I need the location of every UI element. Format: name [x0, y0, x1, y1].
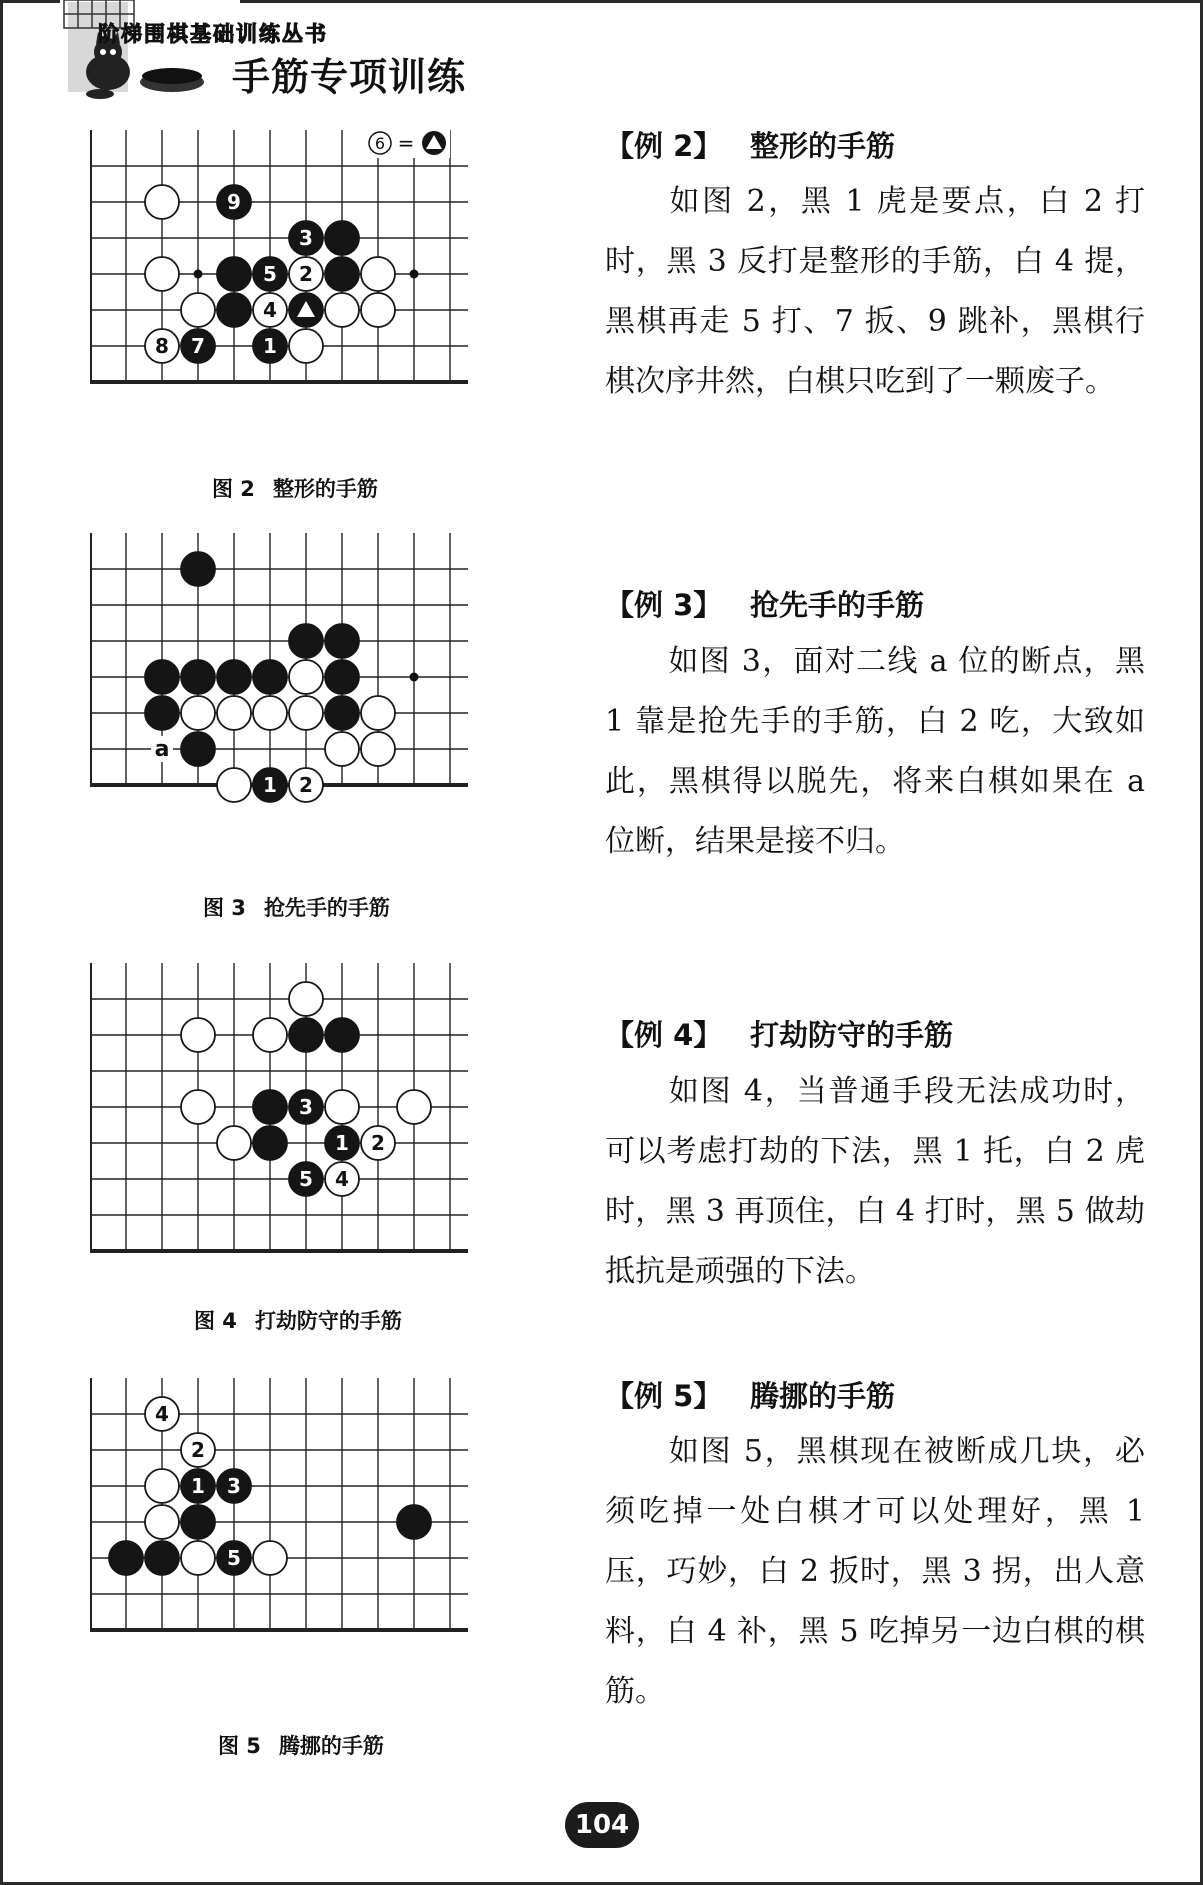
black-stone: [253, 1126, 287, 1160]
white-stone: [145, 329, 179, 363]
go-board-diagram-2: [90, 130, 560, 450]
black-stone: [181, 1505, 215, 1539]
body-text: 如图 5，黑棋现在被断成几块，必须吃掉一处白棋才可以处理好，黑 1 压，巧妙，白 2 扳时，黑 3 拐，出人意料，白 4 补，黑 5 吃掉另一边白棋的棋筋。: [605, 1434, 1145, 1709]
board-grid: [90, 533, 468, 785]
example-heading-3: [605, 583, 924, 624]
black-stone: [253, 257, 287, 291]
body-text: 如图 3，面对二线 a 位的断点，黑 1 靠是抢先手的手筋，白 2 吃，大致如此，黑棋得以脱先，将来白棋如果在 a 位断，结果是接不归。: [605, 644, 1145, 859]
black-stone: [325, 221, 359, 255]
example-tag: 【例 5】: [605, 1379, 723, 1413]
black-stone: [325, 624, 359, 658]
move-number: 2: [299, 262, 313, 286]
move-number: 4: [335, 1167, 349, 1191]
move-number: 7: [191, 334, 205, 358]
white-stone: [181, 1018, 215, 1052]
move-number: 2: [299, 773, 313, 797]
black-stone: [289, 1162, 323, 1196]
white-stone: [289, 660, 323, 694]
white-stone: [361, 696, 395, 730]
go-board-diagram-5: [90, 1378, 560, 1718]
black-stone: [325, 696, 359, 730]
header-logo: [60, 0, 240, 105]
example-body-2: [605, 172, 1145, 412]
diagram-4: [90, 963, 560, 1307]
black-stone: [181, 660, 215, 694]
move-number: 9: [227, 190, 241, 214]
go-bowl-icon: [140, 68, 204, 92]
black-stone: [253, 329, 287, 363]
white-stone: [217, 1126, 251, 1160]
diagram-5: [90, 1378, 560, 1722]
move-number: 8: [155, 334, 169, 358]
example-title: 打劫防守的手筋: [750, 1018, 954, 1052]
black-stone: [289, 293, 323, 327]
example-heading-2: [605, 124, 895, 165]
example-body-4: [605, 1062, 1145, 1302]
caption-number: 图 4: [194, 1309, 237, 1333]
caption-title: 腾挪的手筋: [278, 1734, 384, 1758]
example-heading-4: [605, 1013, 953, 1054]
star-point: [410, 673, 419, 682]
white-stone: [145, 1505, 179, 1539]
figure-caption-5: [218, 1730, 384, 1760]
black-stone: [289, 1090, 323, 1124]
white-stone: [361, 257, 395, 291]
note-equals: =: [397, 131, 415, 155]
black-stone: [253, 768, 287, 802]
white-stone: [325, 293, 359, 327]
black-stone: [397, 1505, 431, 1539]
example-heading-5: [605, 1374, 895, 1415]
black-stone: [145, 660, 179, 694]
white-stone: [181, 293, 215, 327]
black-stone: [217, 660, 251, 694]
caption-number: 图 2: [212, 477, 255, 501]
black-stone: [181, 1469, 215, 1503]
black-stone: [217, 257, 251, 291]
white-stone: [361, 732, 395, 766]
point-label: a: [154, 737, 170, 762]
black-stone: [325, 257, 359, 291]
book-title: 手筋专项训练: [232, 55, 467, 99]
white-stone: [361, 1126, 395, 1160]
move-number: 4: [263, 298, 277, 322]
caption-number: 图 5: [218, 1734, 261, 1758]
black-stone: [289, 624, 323, 658]
page-number: 104: [565, 1802, 639, 1848]
black-stone: [217, 185, 251, 219]
black-stone: [109, 1541, 143, 1575]
star-point: [410, 270, 419, 279]
black-stone: [217, 293, 251, 327]
example-title: 整形的手筋: [750, 129, 896, 163]
black-stone: [145, 696, 179, 730]
move-note: [369, 130, 450, 158]
go-board-diagram-3: [90, 533, 560, 863]
example-tag: 【例 2】: [605, 129, 723, 163]
black-stone: [217, 1469, 251, 1503]
white-stone: [361, 293, 395, 327]
white-stone: [181, 1090, 215, 1124]
white-stone: [253, 696, 287, 730]
white-stone: [325, 1162, 359, 1196]
move-number: 5: [299, 1167, 313, 1191]
header-illustration: [60, 0, 240, 105]
black-stone: [253, 660, 287, 694]
white-stone: [325, 1090, 359, 1124]
move-number: 3: [227, 1474, 241, 1498]
white-stone: [145, 1469, 179, 1503]
white-stone: [289, 329, 323, 363]
series-title: 阶梯围棋基础训练丛书: [98, 22, 328, 46]
example-body-5: [605, 1422, 1145, 1722]
white-stone: [289, 257, 323, 291]
white-stone: [217, 768, 251, 802]
black-stone: [253, 1090, 287, 1124]
example-body-3: [605, 632, 1145, 872]
white-stone: [217, 696, 251, 730]
caption-number: 图 3: [203, 896, 246, 920]
black-stone: [145, 1541, 179, 1575]
white-stone: [289, 696, 323, 730]
white-stone: [181, 1433, 215, 1467]
move-number: 1: [263, 773, 277, 797]
black-stone: [325, 1126, 359, 1160]
move-number: 3: [299, 1095, 313, 1119]
black-stone: [181, 329, 215, 363]
black-stone: [289, 1018, 323, 1052]
example-title: 腾挪的手筋: [750, 1379, 896, 1413]
white-stone: [181, 1541, 215, 1575]
diagram-2: [90, 130, 560, 454]
white-stone: [253, 1541, 287, 1575]
move-number: 3: [299, 226, 313, 250]
white-stone: [181, 696, 215, 730]
white-stone: [253, 293, 287, 327]
white-stone: [145, 257, 179, 291]
figure-caption-4: [194, 1305, 402, 1335]
white-stone: [145, 1397, 179, 1431]
body-text: 如图 4，当普通手段无法成功时，可以考虑打劫的下法，黑 1 托，白 2 虎时，黑 3 再顶住，白 4 打时，黑 5 做劫抵抗是顽强的下法。: [605, 1074, 1145, 1289]
black-stone: [181, 552, 215, 586]
white-stone: [325, 732, 359, 766]
caption-title: 整形的手筋: [272, 477, 378, 501]
white-stone: [145, 185, 179, 219]
white-stone: [397, 1090, 431, 1124]
move-number: 2: [371, 1131, 385, 1155]
example-tag: 【例 3】: [605, 588, 723, 622]
star-point: [194, 270, 203, 279]
black-stone: [217, 1541, 251, 1575]
caption-title: 抢先手的手筋: [263, 896, 390, 920]
diagram-3: [90, 533, 560, 867]
move-number: 1: [263, 334, 277, 358]
black-stone: [325, 1018, 359, 1052]
body-text: 如图 2，黑 1 虎是要点，白 2 打时，黑 3 反打是整形的手筋，白 4 提，黑棋再走 5 打、7 扳、9 跳补，黑棋行棋次序井然，白棋只吃到了一颗废子。: [605, 184, 1145, 399]
black-stone: [289, 221, 323, 255]
black-stone: [325, 660, 359, 694]
caption-title: 打劫防守的手筋: [254, 1309, 402, 1333]
example-tag: 【例 4】: [605, 1018, 723, 1052]
move-number: 1: [335, 1131, 349, 1155]
white-stone: [289, 982, 323, 1016]
example-title: 抢先手的手筋: [750, 588, 925, 622]
figure-caption-2: [212, 473, 378, 503]
move-number: 5: [263, 262, 277, 286]
note-move-number: 6: [374, 134, 386, 153]
move-number: 1: [191, 1474, 205, 1498]
go-board-diagram-4: [90, 963, 560, 1303]
move-number: 4: [155, 1402, 169, 1426]
black-stone: [181, 732, 215, 766]
white-stone: [289, 768, 323, 802]
white-stone: [253, 1018, 287, 1052]
move-number: 2: [191, 1438, 205, 1462]
move-number: 5: [227, 1546, 241, 1570]
figure-caption-3: [203, 892, 390, 922]
